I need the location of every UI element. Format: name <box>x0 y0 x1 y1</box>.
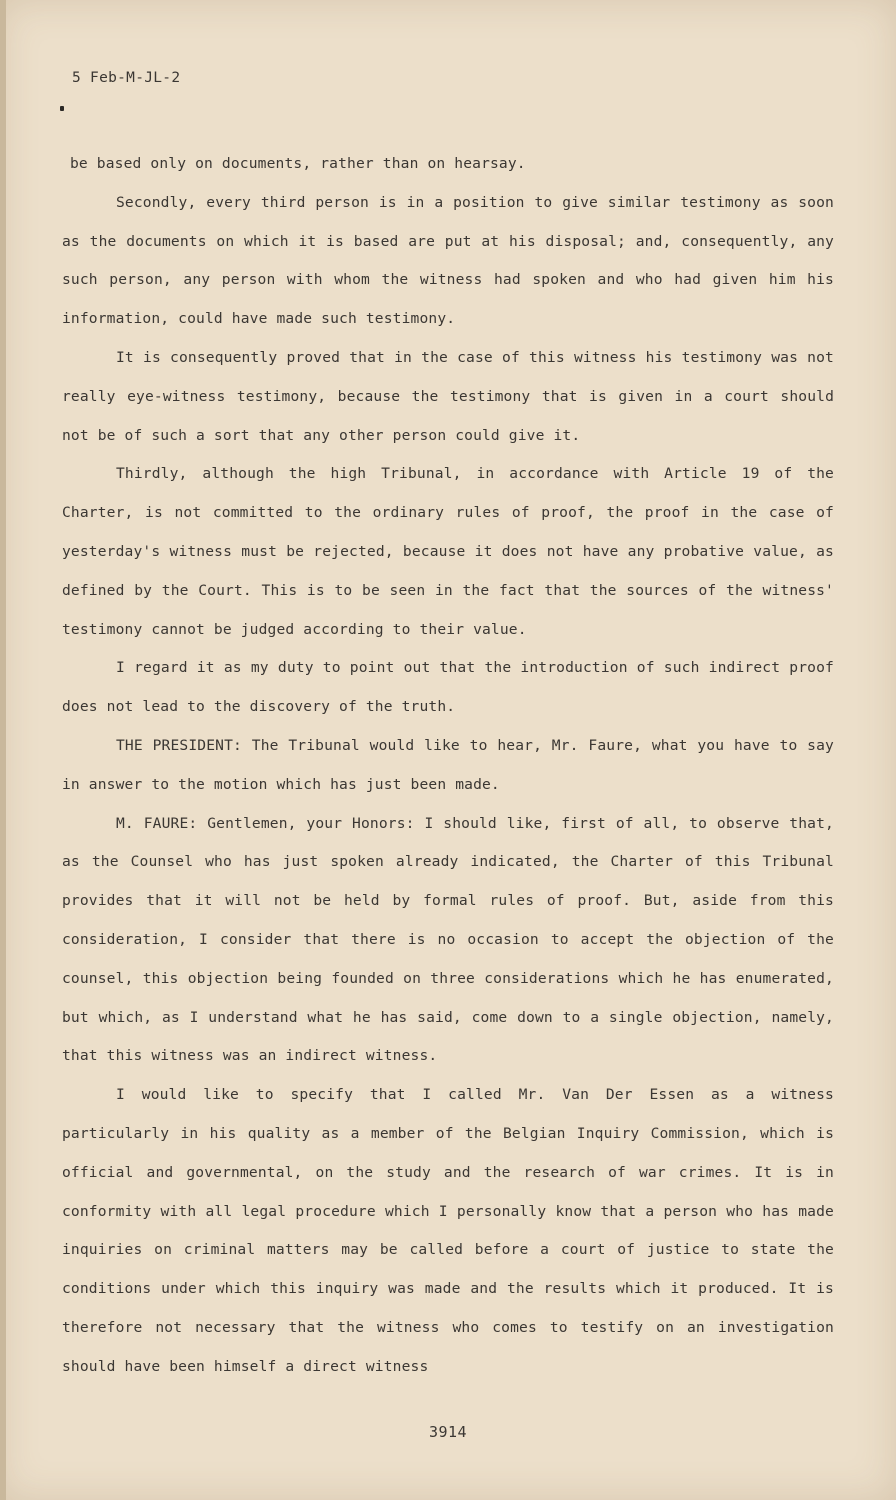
paragraph-7: M. FAURE: Gentlemen, your Honors: I should like, first of all, to observe that, as the Counsel who has just spoken already indicated, the Charter of this Tribunal provides that it will not be held by formal rules of proof. But, aside from this consideration, I consider that there is no occasion to accept the objection of the counsel, this objection being founded on three considerations which he has enumerated, but which, as I understand what he has said, come down to a single objection, namely, that this witness was an indirect witness. <box>62 814 834 1065</box>
ink-speck <box>60 106 64 111</box>
paragraph-3: It is consequently proved that in the case of this witness his testimony was not really eye-witness testimony, because the testimony that is given in a court should not be of such a sort that any other person could give it. <box>62 348 834 444</box>
page-edge <box>0 0 6 1500</box>
paragraph-5: I regard it as my duty to point out that the introduction of such indirect proof does not lead to the discovery of the truth. <box>62 659 834 716</box>
paragraph-4: Thirdly, although the high Tribunal, in accordance with Article 19 of the Charter, is not committed to the ordinary rules of proof, the proof in the case of yesterday's witness must be rejected, because it does not have any probative value, as defined by the Court. This is to be seen in the fact that the sources of the witness' testimony cannot be judged according to their value. <box>62 465 834 638</box>
paragraph-1: be based only on documents, rather than on hearsay. <box>70 155 526 172</box>
paragraph-6: THE PRESIDENT: The Tribunal would like to hear, Mr. Faure, what you have to say in answer to the motion which has just been made. <box>62 736 834 793</box>
page-header: 5 Feb-M-JL-2 <box>72 70 181 86</box>
page-number: 3914 <box>428 1423 468 1441</box>
transcript-body <box>62 145 834 1387</box>
paragraph-2: Secondly, every third person is in a position to give similar testimony as soon as the documents on which it is based are put at his disposal; and, consequently, any such person, any person with whom the witness had spoken and who had given him his information, could have made such testimony. <box>62 193 834 328</box>
paragraph-8: I would like to specify that I called Mr. Van Der Essen as a witness particularly in his quality as a member of the Belgian Inquiry Commission, which is official and governmental, on the study and the research of war crimes. It is in conformity with all legal procedure which I personally know that a person who has made inquiries on criminal matters may be called before a court of justice to state the conditions under which this inquiry was made and the results which it produced. It is therefore not necessary that the witness who comes to testify on an investigation should have been himself a direct witness <box>62 1086 834 1375</box>
